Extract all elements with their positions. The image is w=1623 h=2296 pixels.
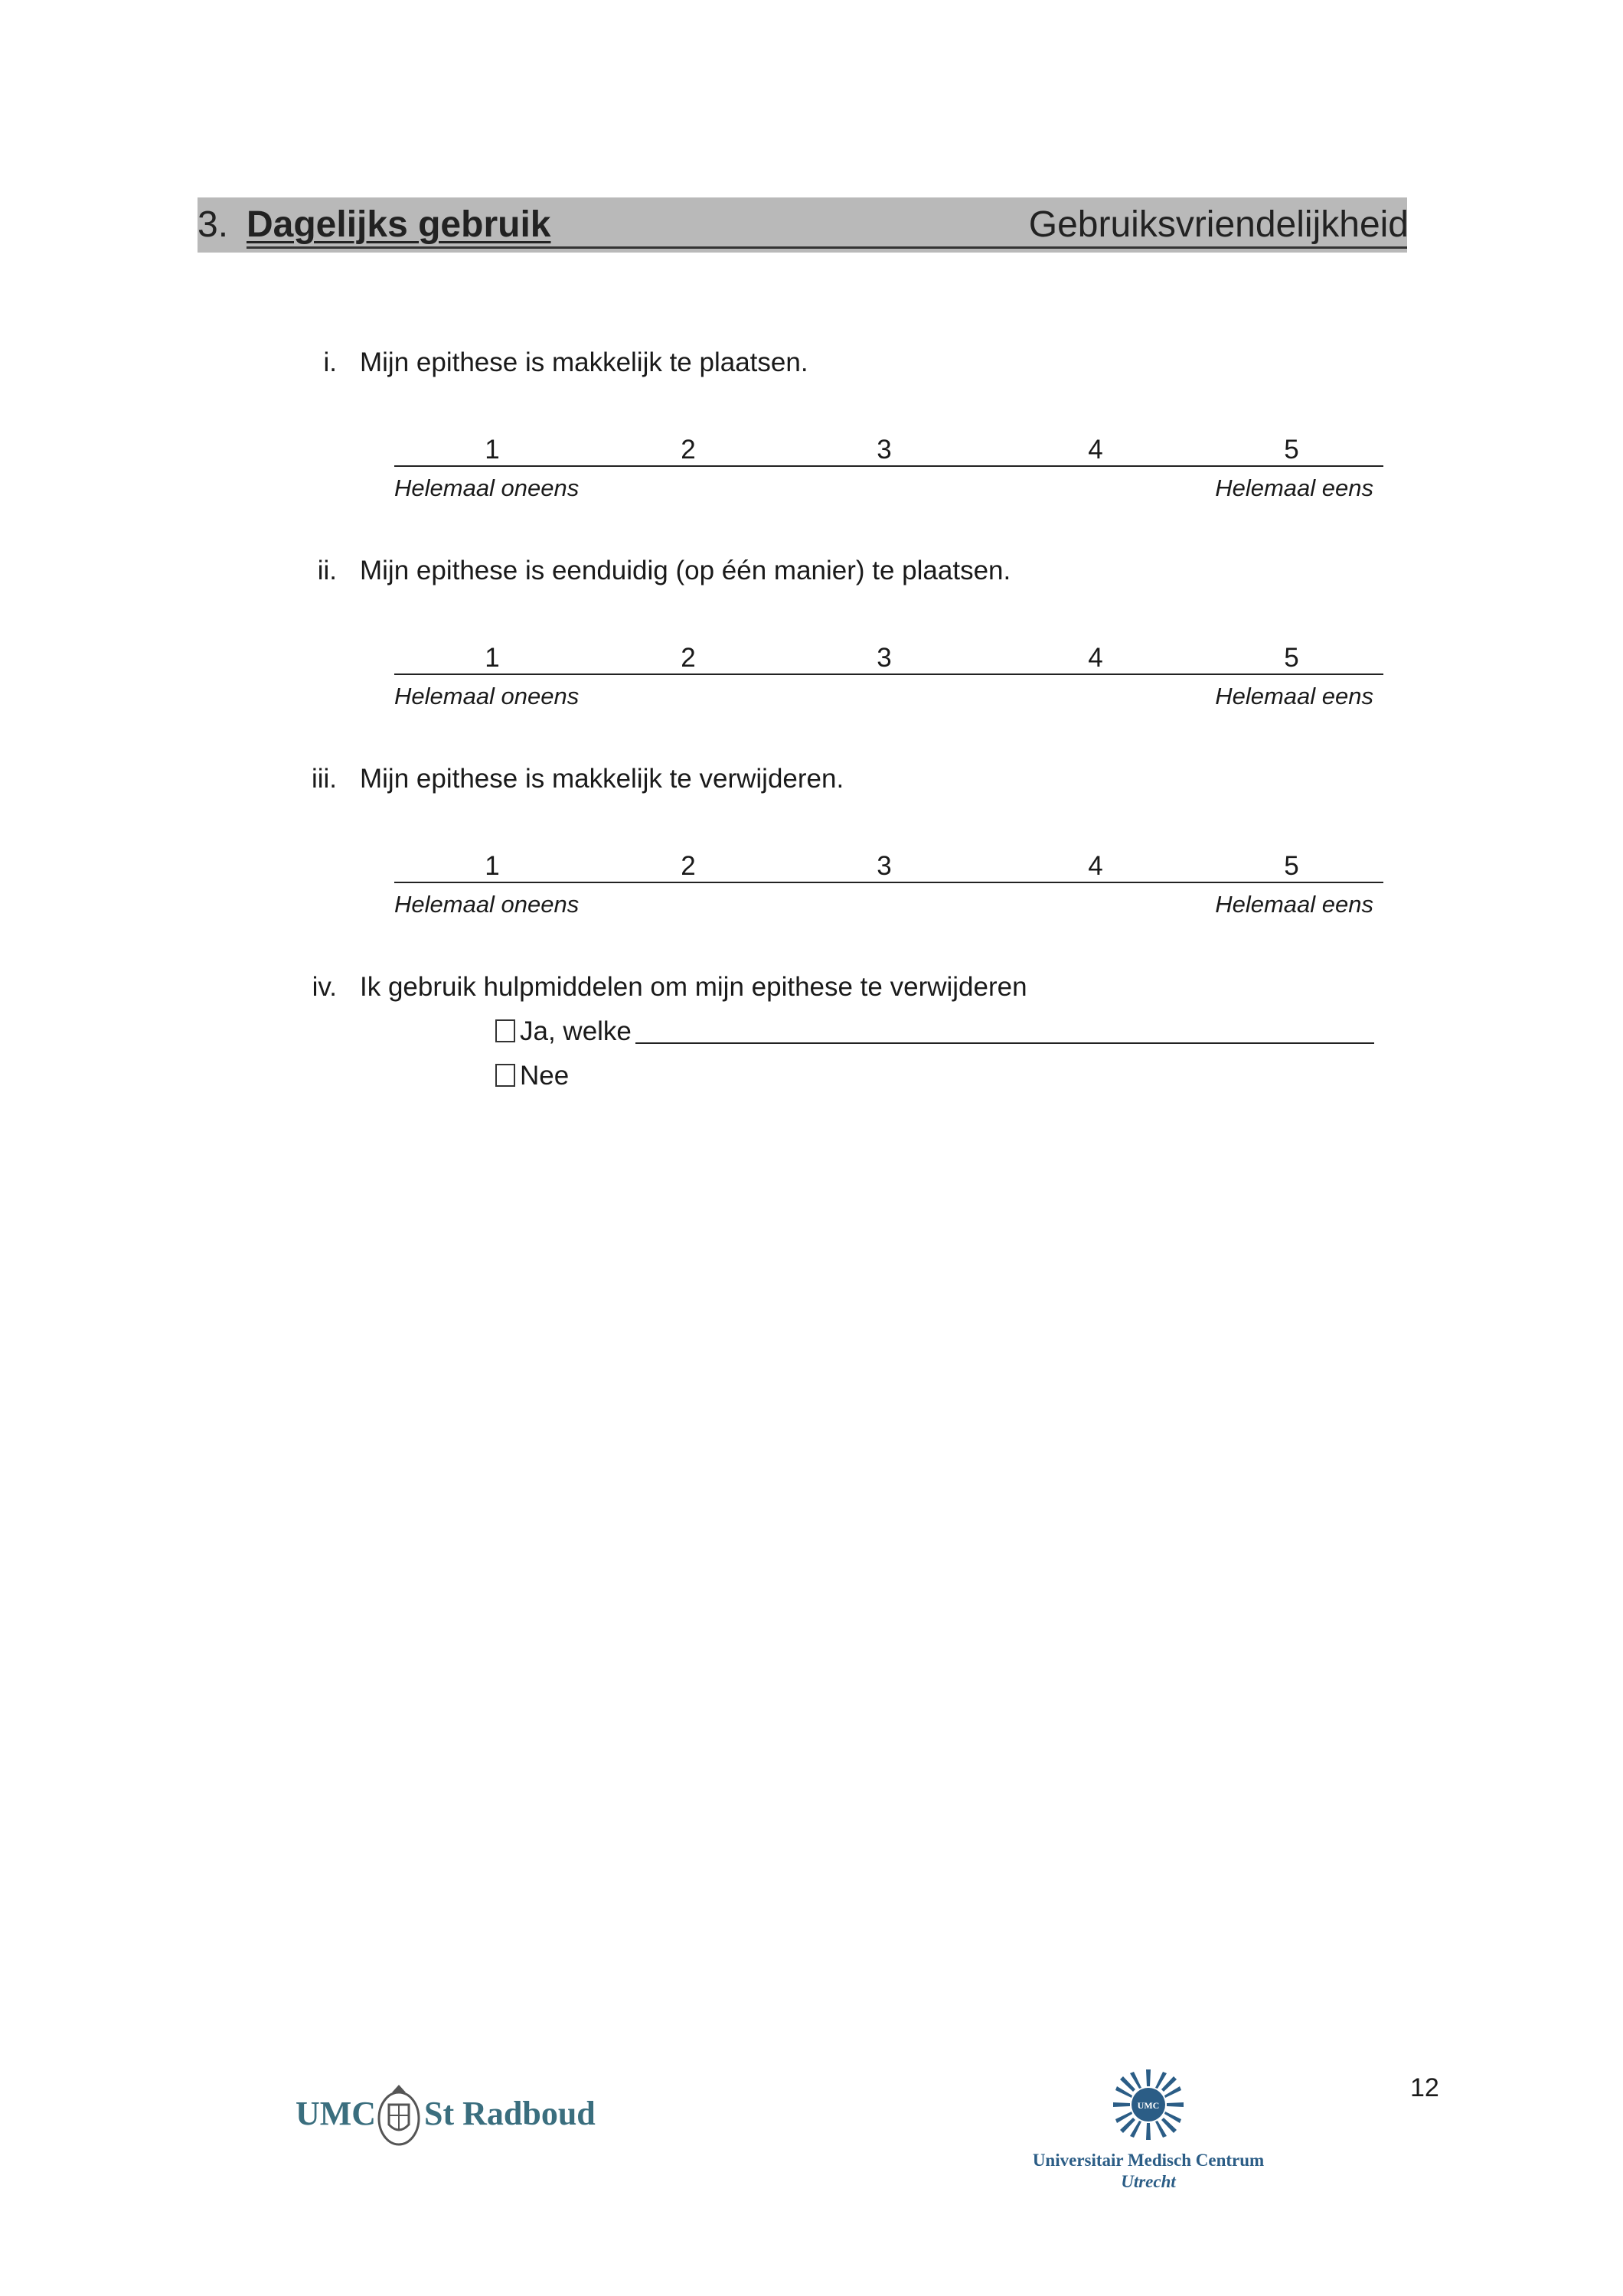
scale-line <box>394 882 1383 883</box>
logo-umc-utrecht <box>1011 2066 1286 2197</box>
question-text: Ik gebruik hulpmiddelen om mijn epithese te verwijderen <box>360 972 1027 1002</box>
scale-point-2[interactable]: 2 <box>681 643 696 673</box>
logo-radboud-text: St Radboud <box>424 2095 596 2132</box>
question-number: iv. <box>312 972 337 1002</box>
likert-scale-2[interactable] <box>394 643 1383 675</box>
logo-umcu-city: Utrecht <box>1121 2172 1176 2191</box>
question-number: iii. <box>311 764 337 794</box>
scale-point-4[interactable]: 4 <box>1088 643 1103 673</box>
scale-point-1[interactable]: 1 <box>485 643 500 673</box>
crest-icon <box>375 2082 423 2151</box>
checkbox-yes[interactable] <box>495 1019 515 1042</box>
scale-point-2[interactable]: 2 <box>681 851 696 881</box>
section-title: Dagelijks gebruik <box>247 204 551 245</box>
scale-point-5[interactable]: 5 <box>1284 643 1299 673</box>
checkbox-no[interactable] <box>495 1064 515 1087</box>
question-number: i. <box>323 347 337 377</box>
option-no-label: Nee <box>520 1061 570 1091</box>
page-number: 12 <box>1410 2073 1439 2102</box>
scale-point-3[interactable]: 3 <box>877 851 892 881</box>
scale-point-1[interactable]: 1 <box>485 851 500 881</box>
logo-umcu-name: Universitair Medisch Centrum <box>1032 2151 1265 2170</box>
question-text: Mijn epithese is makkelijk te verwijderen. <box>360 764 844 794</box>
section-number: 3. <box>198 204 229 245</box>
question-number: ii. <box>317 556 337 585</box>
likert-scale-3[interactable] <box>394 851 1383 883</box>
scale-point-3[interactable]: 3 <box>877 643 892 673</box>
scale-point-5[interactable]: 5 <box>1284 435 1299 465</box>
section-category: Gebruiksvriendelijkheid <box>1028 204 1409 245</box>
scale-point-1[interactable]: 1 <box>485 435 500 465</box>
emblem-text: UMC <box>1137 2100 1160 2111</box>
question-text: Mijn epithese is makkelijk te plaatsen. <box>360 347 808 377</box>
scale-point-4[interactable]: 4 <box>1088 435 1103 465</box>
question-text: Mijn epithese is eenduidig (op één manier) te plaatsen. <box>360 556 1011 585</box>
yes-details-field[interactable] <box>635 1042 1374 1044</box>
likert-scale-1[interactable] <box>394 435 1383 467</box>
scale-line <box>394 465 1383 467</box>
logo-umc-text: UMC <box>296 2095 377 2132</box>
option-yes-label: Ja, welke <box>520 1016 632 1046</box>
scale-low-label: Helemaal oneens <box>394 475 580 501</box>
sun-emblem-icon <box>1110 2066 1187 2143</box>
scale-point-3[interactable]: 3 <box>877 435 892 465</box>
scale-point-5[interactable]: 5 <box>1284 851 1299 881</box>
scale-high-label: Helemaal eens <box>1215 891 1373 918</box>
scale-low-label: Helemaal oneens <box>394 891 580 918</box>
option-yes[interactable] <box>495 1015 632 1049</box>
scale-high-label: Helemaal eens <box>1215 475 1373 501</box>
scale-high-label: Helemaal eens <box>1215 683 1373 709</box>
scale-point-2[interactable]: 2 <box>681 435 696 465</box>
scale-low-label: Helemaal oneens <box>394 683 580 709</box>
scale-line <box>394 673 1383 675</box>
option-no[interactable] <box>495 1059 569 1093</box>
scale-point-4[interactable]: 4 <box>1088 851 1103 881</box>
